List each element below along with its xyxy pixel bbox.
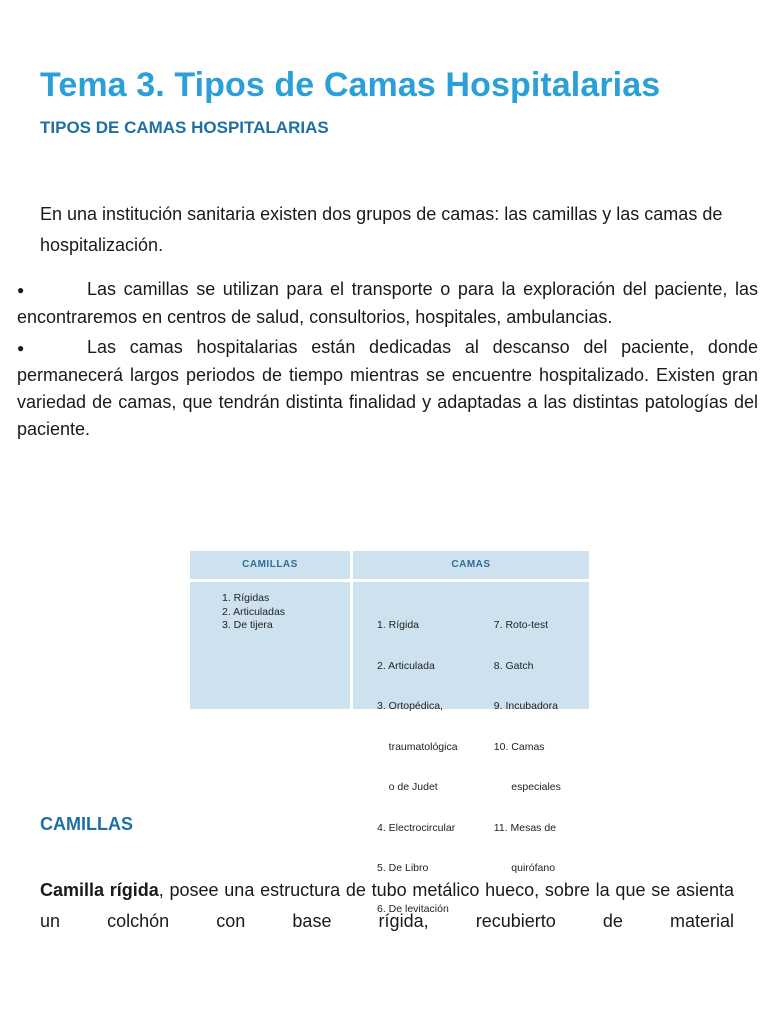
list-item: 3. Ortopédica, [377, 700, 443, 712]
camilla-rigida-paragraph [40, 875, 734, 937]
paragraph-text: , posee una estructura de tubo metálico hueco, sobre la que se asienta un colchón con base rígida, recubierto de material [40, 880, 734, 931]
camillas-column [190, 551, 350, 709]
bullet-item-camillas [17, 276, 758, 331]
bullet-text: Las camas hospitalarias están dedicadas al descanso del paciente, donde permanecerá largos periodos de tiempo mientras se encuentre hospitalizado. Existen gran variedad de camas, que tendrán distinta finalidad y adaptadas a las distintas patologías del paciente. [17, 337, 758, 439]
intro-paragraph: En una institución sanitaria existen dos grupos de camas: las camillas y las camas de hospitalización. [40, 204, 723, 255]
camillas-header: CAMILLAS [190, 551, 350, 582]
list-item: quirófano [493, 862, 556, 874]
list-item: 8. Gatch [493, 659, 534, 672]
list-item: 11. Mesas de [493, 821, 557, 834]
list-item: 4. Electrocircular [377, 821, 456, 834]
camillas-list [190, 582, 350, 633]
list-item: 1. Rígida [377, 619, 420, 631]
list-item: o de Judet [377, 781, 438, 793]
list-item: 1. Rígidas [222, 592, 270, 604]
list-item: 6. De levitación [377, 902, 449, 915]
section-title-camillas: CAMILLAS [40, 814, 133, 834]
list-item: 10. Camas [493, 740, 545, 753]
list-item: 2. Articuladas [222, 605, 286, 618]
list-item: 9. Incubadora [493, 700, 558, 712]
bullet-dot-icon: ● [17, 341, 25, 355]
bullet-item-camas [17, 334, 758, 443]
list-item: 3. De tijera [222, 619, 273, 631]
bullet-text: Las camillas se utilizan para el transporte o para la exploración del paciente, las encontraremos en centros de salud, consultorios, hospitales, ambulancias. [17, 279, 758, 327]
term-camilla-rigida: Camilla rígida [40, 880, 159, 900]
camas-column [353, 551, 589, 915]
page-title: Tema 3. Tipos de Camas Hospitalarias [40, 66, 661, 104]
bed-types-table [190, 551, 589, 915]
list-item: traumatológica [377, 740, 458, 753]
bullet-list [17, 276, 758, 446]
list-item: 7. Roto-test [493, 619, 549, 631]
subtitle: TIPOS DE CAMAS HOSPITALARIAS [40, 118, 329, 137]
camas-header: CAMAS [353, 551, 589, 582]
bullet-dot-icon: ● [17, 283, 25, 297]
list-item: 5. De Libro [377, 862, 429, 874]
list-item: 2. Articulada [377, 659, 435, 672]
list-item: especiales [493, 781, 561, 793]
